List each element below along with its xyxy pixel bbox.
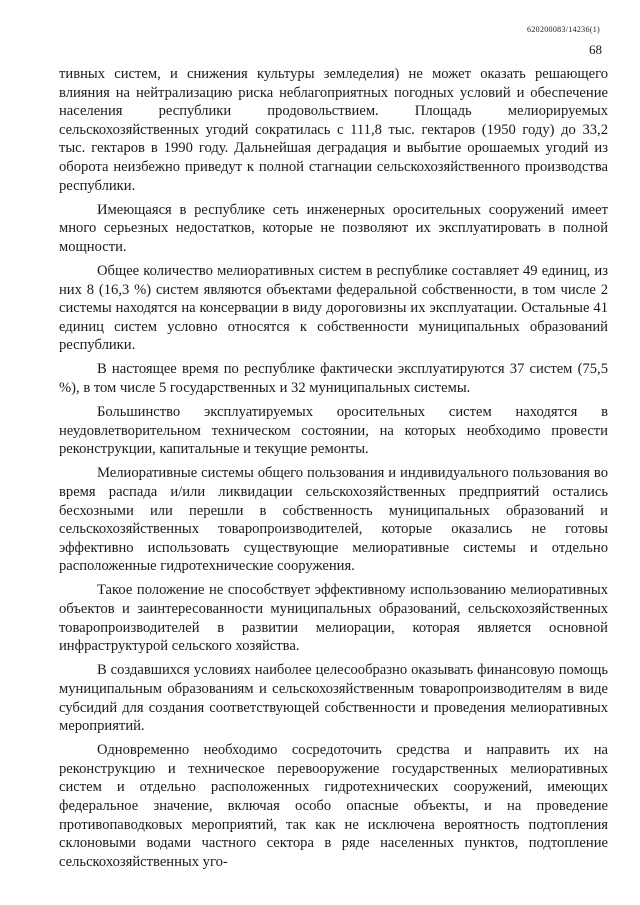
paragraph: Общее количество мелиоративных систем в республике составляет 49 единиц, из них 8 (16,3 %) систем являются объектами федеральной собственности, в том числе 2 системы находятся на консервации в виду дороговизны их эксплуатации. Остальные 41 единиц систем условно относятся к собственности муниципальных образований республики. <box>59 262 608 354</box>
paragraph: Одновременно необходимо сосредоточить средства и направить их на реконструкцию и техническое перевооружение государственных мелиоративных систем и отдельно расположенных гидротехнических сооружений, имеющих федеральное значение, включая особо опасные объекты, и на проведение противопаводковых мероприятий, так как не исключена вероятность подтопления склоновыми водами частного сектора в ряде населенных пунктов, подтопление сельскохозяйственных уго- <box>59 742 608 870</box>
paragraph: В создавшихся условиях наиболее целесообразно оказывать финансовую помощь муниципальным образованиям и сельскохозяйственным товаропроизводителям в виде субсидий для создания соответствующей собственности и проведения мелиоративных мероприятий. <box>59 662 608 735</box>
paragraph: Мелиоративные системы общего пользования и индивидуального пользования во время распада и/или ликвидации сельскохозяйственных предприятий остались бесхозными или перешли в собственность муниципальных образований и сельскохозяйственных товаропроизводителей, которые оказались не готовы эффективно использовать существующие мелиоративные системы и отдельно расположенные гидротехнические сооружения. <box>59 465 608 575</box>
document-body <box>59 65 608 877</box>
document-id: 620200083/14236(1) <box>527 25 600 34</box>
paragraph-continuation: тивных систем, и снижения культуры земледелия) не может оказать решающего влияния на нейтрализацию риска неблагоприятных погодных условий и обеспечение населения республики продовольствием. Площадь мелиорируемых сельскохозяйственных угодий сократилась с 111,8 тыс. гектаров (1950 году) до 33,2 тыс. гектаров в 1990 году. Дальнейшая деградация и выбытие орошаемых угодий из оборота неизбежно приведут к полной стагнации сельскохозяйственного производства республики. <box>59 66 608 194</box>
paragraph: В настоящее время по республике фактически эксплуатируются 37 систем (75,5 %), в том числе 5 государственных и 32 муниципальных системы. <box>59 361 608 396</box>
page-number: 68 <box>589 42 602 57</box>
paragraph: Такое положение не способствует эффективному использованию мелиоративных объектов и заинтересованности муниципальных образований, сельскохозяйственных товаропроизводителей в развитии мелиорации, которая является основной инфраструктурой сельского хозяйства. <box>59 582 608 655</box>
paragraph: Большинство эксплуатируемых оросительных систем находятся в неудовлетворительном техническом состоянии, на которых необходимо провести реконструкции, капитальные и текущие ремонты. <box>59 404 608 458</box>
paragraph: Имеющаяся в республике сеть инженерных оросительных сооружений имеет много серьезных недостатков, которые не позволяют их эксплуатировать в полной мощности. <box>59 201 608 255</box>
